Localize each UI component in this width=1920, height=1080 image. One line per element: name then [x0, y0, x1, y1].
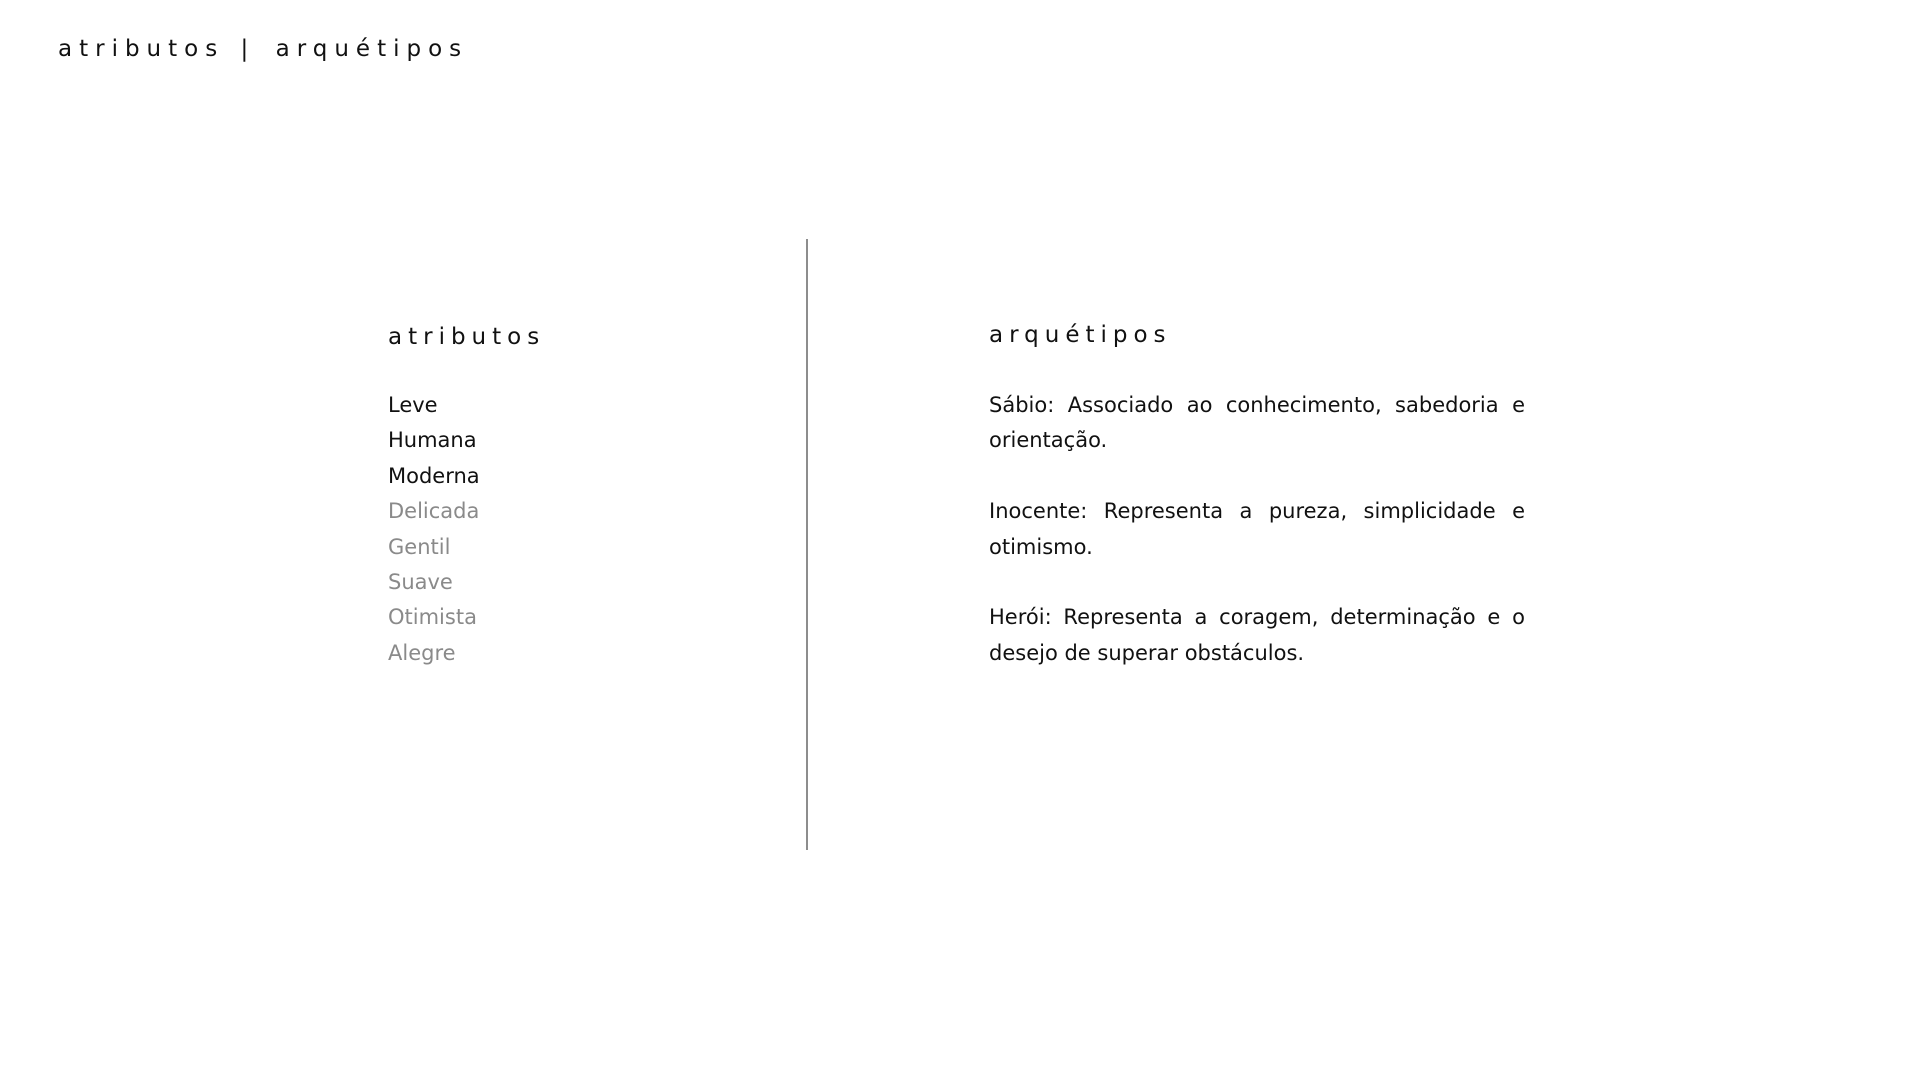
attribute-item-secondary: Delicada — [388, 499, 480, 524]
attributes-title: atributos — [388, 324, 546, 350]
archetype-item-sabio: Sábio: Associado ao conhecimento, sabedoria e orientação. — [989, 393, 1525, 453]
page-title-separator: | — [240, 36, 256, 62]
attribute-item-secondary: Gentil — [388, 534, 451, 559]
attributes-section — [388, 322, 738, 665]
page-title — [58, 36, 468, 62]
attribute-item: Moderna — [388, 463, 480, 488]
page-title-right: arquétipos — [275, 36, 469, 62]
attribute-item-secondary: Alegre — [388, 640, 456, 665]
page-title-left: atributos — [58, 36, 225, 62]
attribute-item-secondary: Otimista — [388, 605, 477, 630]
attribute-item: Humana — [388, 428, 477, 453]
vertical-divider — [806, 239, 808, 850]
archetype-item-heroi: Herói: Representa a coragem, determinação e o desejo de superar obstáculos. — [989, 605, 1525, 665]
attribute-item: Leve — [388, 393, 438, 417]
archetypes-title: arquétipos — [989, 322, 1172, 348]
archetypes-list — [989, 388, 1525, 707]
archetype-item-inocente: Inocente: Representa a pureza, simplicidade e otimismo. — [989, 499, 1525, 559]
attributes-list — [388, 388, 480, 671]
attribute-item-secondary: Suave — [388, 569, 453, 594]
archetypes-section — [989, 320, 1525, 665]
